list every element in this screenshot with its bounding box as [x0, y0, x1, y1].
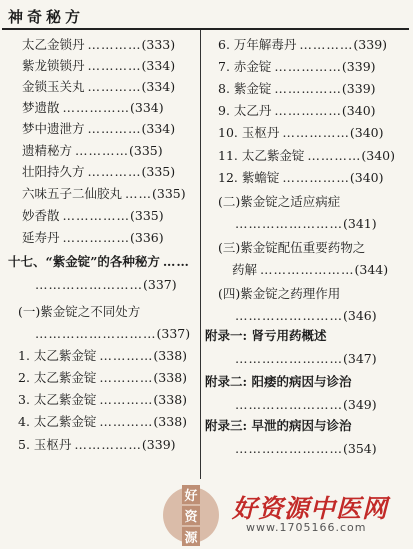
- toc-leader: ……………………: [235, 216, 343, 231]
- watermark-url: www.1705166.com: [246, 521, 367, 534]
- header-rule: [2, 28, 409, 30]
- toc-entry-title: 附录二: 阳痿的病因与诊治: [205, 374, 352, 389]
- toc-entry-title: (一)紫金锭之不同处方: [18, 304, 141, 319]
- watermark: [0, 479, 413, 549]
- toc-entry[interactable]: [22, 58, 175, 74]
- toc-leader: …………: [87, 37, 142, 52]
- toc-page: (347): [343, 351, 377, 366]
- watermark-seal: [163, 487, 219, 546]
- toc-entry-title: 梦中遗泄方: [22, 121, 85, 136]
- toc-entry-title: 延寿丹: [22, 230, 60, 245]
- toc-entry[interactable]: [22, 79, 175, 95]
- toc-page: (335): [129, 143, 163, 158]
- toc-page: (338): [153, 348, 188, 363]
- toc-leader: ……………: [62, 230, 131, 245]
- toc-page: (340): [361, 148, 395, 163]
- toc-page: (344): [354, 262, 389, 277]
- toc-appendix[interactable]: [205, 418, 351, 434]
- toc-entry[interactable]: [22, 230, 164, 246]
- toc-leader: ……………: [62, 208, 131, 223]
- toc-leader: ……………: [274, 81, 342, 96]
- toc-leader: ……………………: [35, 277, 143, 292]
- toc-page: (338): [153, 392, 188, 407]
- book-title: 神奇秘方: [8, 8, 85, 26]
- toc-entry[interactable]: [232, 262, 388, 278]
- toc-leader: ……………………: [235, 308, 343, 323]
- toc-subsection[interactable]: [218, 240, 365, 256]
- toc-entry-title: (四)紫金锭之药理作用: [218, 286, 341, 301]
- toc-section-heading[interactable]: [8, 254, 190, 270]
- toc-entry-title: (二)紫金锭之适应病症: [218, 194, 341, 209]
- toc-appendix[interactable]: [205, 328, 326, 344]
- toc-entry-title: 药解: [232, 262, 258, 277]
- toc-page: (339): [341, 59, 376, 74]
- toc-entry-title: 6. 万年解毒丹: [218, 37, 297, 52]
- toc-page: (333): [141, 37, 176, 52]
- toc-page: (336): [130, 230, 164, 245]
- toc-entry-title: 妙香散: [22, 208, 60, 223]
- toc-entry-title: 10. 玉枢丹: [218, 125, 280, 140]
- toc-page: (334): [141, 121, 176, 136]
- toc-page: (334): [141, 58, 176, 73]
- toc-page: (334): [141, 79, 176, 94]
- toc-leader: ……: [162, 254, 190, 269]
- toc-page: (339): [353, 37, 388, 52]
- toc-leader: …………: [299, 37, 354, 52]
- toc-entry-continuation[interactable]: [232, 441, 377, 457]
- toc-entry[interactable]: [18, 437, 176, 453]
- toc-subsection[interactable]: [218, 286, 340, 302]
- toc-entry[interactable]: [22, 208, 164, 224]
- toc-subsection[interactable]: [18, 304, 140, 320]
- toc-leader: ……………………: [235, 441, 343, 456]
- toc-entry-title: 十七、“紫金锭”的各种秘方: [8, 254, 160, 269]
- toc-page: (337): [156, 326, 191, 341]
- toc-leader: ……: [125, 186, 153, 201]
- toc-page: (354): [343, 441, 377, 456]
- toc-leader: …………: [99, 392, 154, 407]
- toc-entry[interactable]: [22, 37, 175, 53]
- toc-page: (334): [130, 100, 164, 115]
- toc-entry[interactable]: [218, 103, 376, 119]
- toc-page: (335): [130, 208, 164, 223]
- toc-entry[interactable]: [218, 81, 376, 97]
- watermark-site-name: 好资源中医网: [232, 494, 389, 523]
- toc-page: (335): [141, 164, 176, 179]
- toc-page: (340): [341, 103, 376, 118]
- toc-entry-title: 11. 太乙紫金锭: [218, 148, 305, 163]
- toc-page: (341): [343, 216, 377, 231]
- toc-entry-title: 1. 太乙紫金锭: [18, 348, 97, 363]
- toc-entry-title: 12. 紫蟾锭: [218, 170, 280, 185]
- toc-entry-title: 附录一: 肾亏用药概述: [205, 328, 327, 343]
- toc-entry[interactable]: [218, 37, 387, 53]
- toc-leader: ……………: [274, 59, 342, 74]
- toc-entry-title: 六味五子二仙胶丸: [22, 186, 123, 201]
- toc-entry-title: 太乙金锁丹: [22, 37, 85, 52]
- toc-page: (339): [141, 437, 176, 452]
- toc-entry-title: (三)紫金锭配伍重要药物之: [218, 240, 366, 255]
- toc-entry-title: 梦遗散: [22, 100, 60, 115]
- toc-leader: ……………: [282, 170, 350, 185]
- toc-entry-title: 7. 赤金锭: [218, 59, 272, 74]
- toc-entry-title: 5. 玉枢丹: [18, 437, 72, 452]
- toc-entry[interactable]: [22, 186, 186, 202]
- toc-entry-continuation[interactable]: [232, 397, 377, 413]
- toc-page: (335): [152, 186, 186, 201]
- toc-leader: …………: [99, 348, 154, 363]
- toc-entry-continuation[interactable]: [232, 216, 377, 232]
- toc-entry-title: 4. 太乙紫金锭: [18, 414, 97, 429]
- toc-page: (346): [343, 308, 377, 323]
- toc-entry[interactable]: [218, 125, 383, 141]
- toc-entry-title: 金锁玉关丸: [22, 79, 85, 94]
- seal-char: 源: [182, 527, 199, 546]
- toc-leader: ………………………: [35, 326, 157, 341]
- toc-entry-title: 3. 太乙紫金锭: [18, 392, 97, 407]
- toc-leader: …………: [87, 164, 142, 179]
- toc-entry-continuation[interactable]: [32, 326, 190, 342]
- toc-entry-title: 遗精秘方: [22, 143, 73, 158]
- toc-leader: ……………: [274, 103, 342, 118]
- toc-leader: ……………………: [235, 397, 343, 412]
- column-divider: [200, 30, 201, 479]
- toc-entry-title: 紫龙锁锁丹: [22, 58, 85, 73]
- toc-leader: …………: [99, 370, 154, 385]
- toc-entry[interactable]: [218, 59, 376, 75]
- toc-entry-continuation[interactable]: [232, 308, 377, 324]
- toc-entry[interactable]: [22, 164, 175, 180]
- toc-entry[interactable]: [218, 148, 395, 164]
- toc-page: (337): [143, 277, 177, 292]
- toc-entry[interactable]: [22, 143, 163, 159]
- toc-entry[interactable]: [218, 170, 383, 186]
- toc-entry[interactable]: [18, 370, 187, 386]
- toc-entry-continuation[interactable]: [32, 277, 177, 293]
- toc-leader: …………: [307, 148, 362, 163]
- toc-page: (340): [349, 170, 384, 185]
- toc-page: (349): [343, 397, 377, 412]
- toc-entry[interactable]: [22, 121, 175, 137]
- toc-leader: …………: [87, 121, 142, 136]
- toc-entry[interactable]: [18, 414, 187, 430]
- toc-entry-title: 附录三: 早泄的病因与诊治: [205, 418, 352, 433]
- toc-leader: …………: [87, 58, 142, 73]
- toc-entry-title: 9. 太乙丹: [218, 103, 272, 118]
- toc-entry[interactable]: [18, 392, 187, 408]
- toc-entry-title: 2. 太乙紫金锭: [18, 370, 97, 385]
- toc-entry[interactable]: [18, 348, 187, 364]
- seal-char: 资: [182, 506, 199, 525]
- toc-leader: ……………: [74, 437, 142, 452]
- toc-leader: …………: [75, 143, 130, 158]
- toc-leader: ……………: [282, 125, 350, 140]
- toc-page: (339): [341, 81, 376, 96]
- toc-page: (338): [153, 370, 188, 385]
- toc-page: (340): [349, 125, 384, 140]
- seal-char: 好: [182, 485, 199, 504]
- toc-appendix[interactable]: [205, 374, 351, 390]
- toc-leader: ……………………: [235, 351, 343, 366]
- toc-entry-title: 壮阳持久方: [22, 164, 85, 179]
- toc-leader: …………: [87, 79, 142, 94]
- toc-entry-continuation[interactable]: [232, 351, 377, 367]
- toc-entry[interactable]: [22, 100, 164, 116]
- toc-leader: …………: [99, 414, 154, 429]
- toc-entry-title: 8. 紫金锭: [218, 81, 272, 96]
- toc-leader: …………………: [260, 262, 355, 277]
- toc-leader: ……………: [62, 100, 131, 115]
- toc-subsection[interactable]: [218, 194, 340, 210]
- toc-page: (338): [153, 414, 188, 429]
